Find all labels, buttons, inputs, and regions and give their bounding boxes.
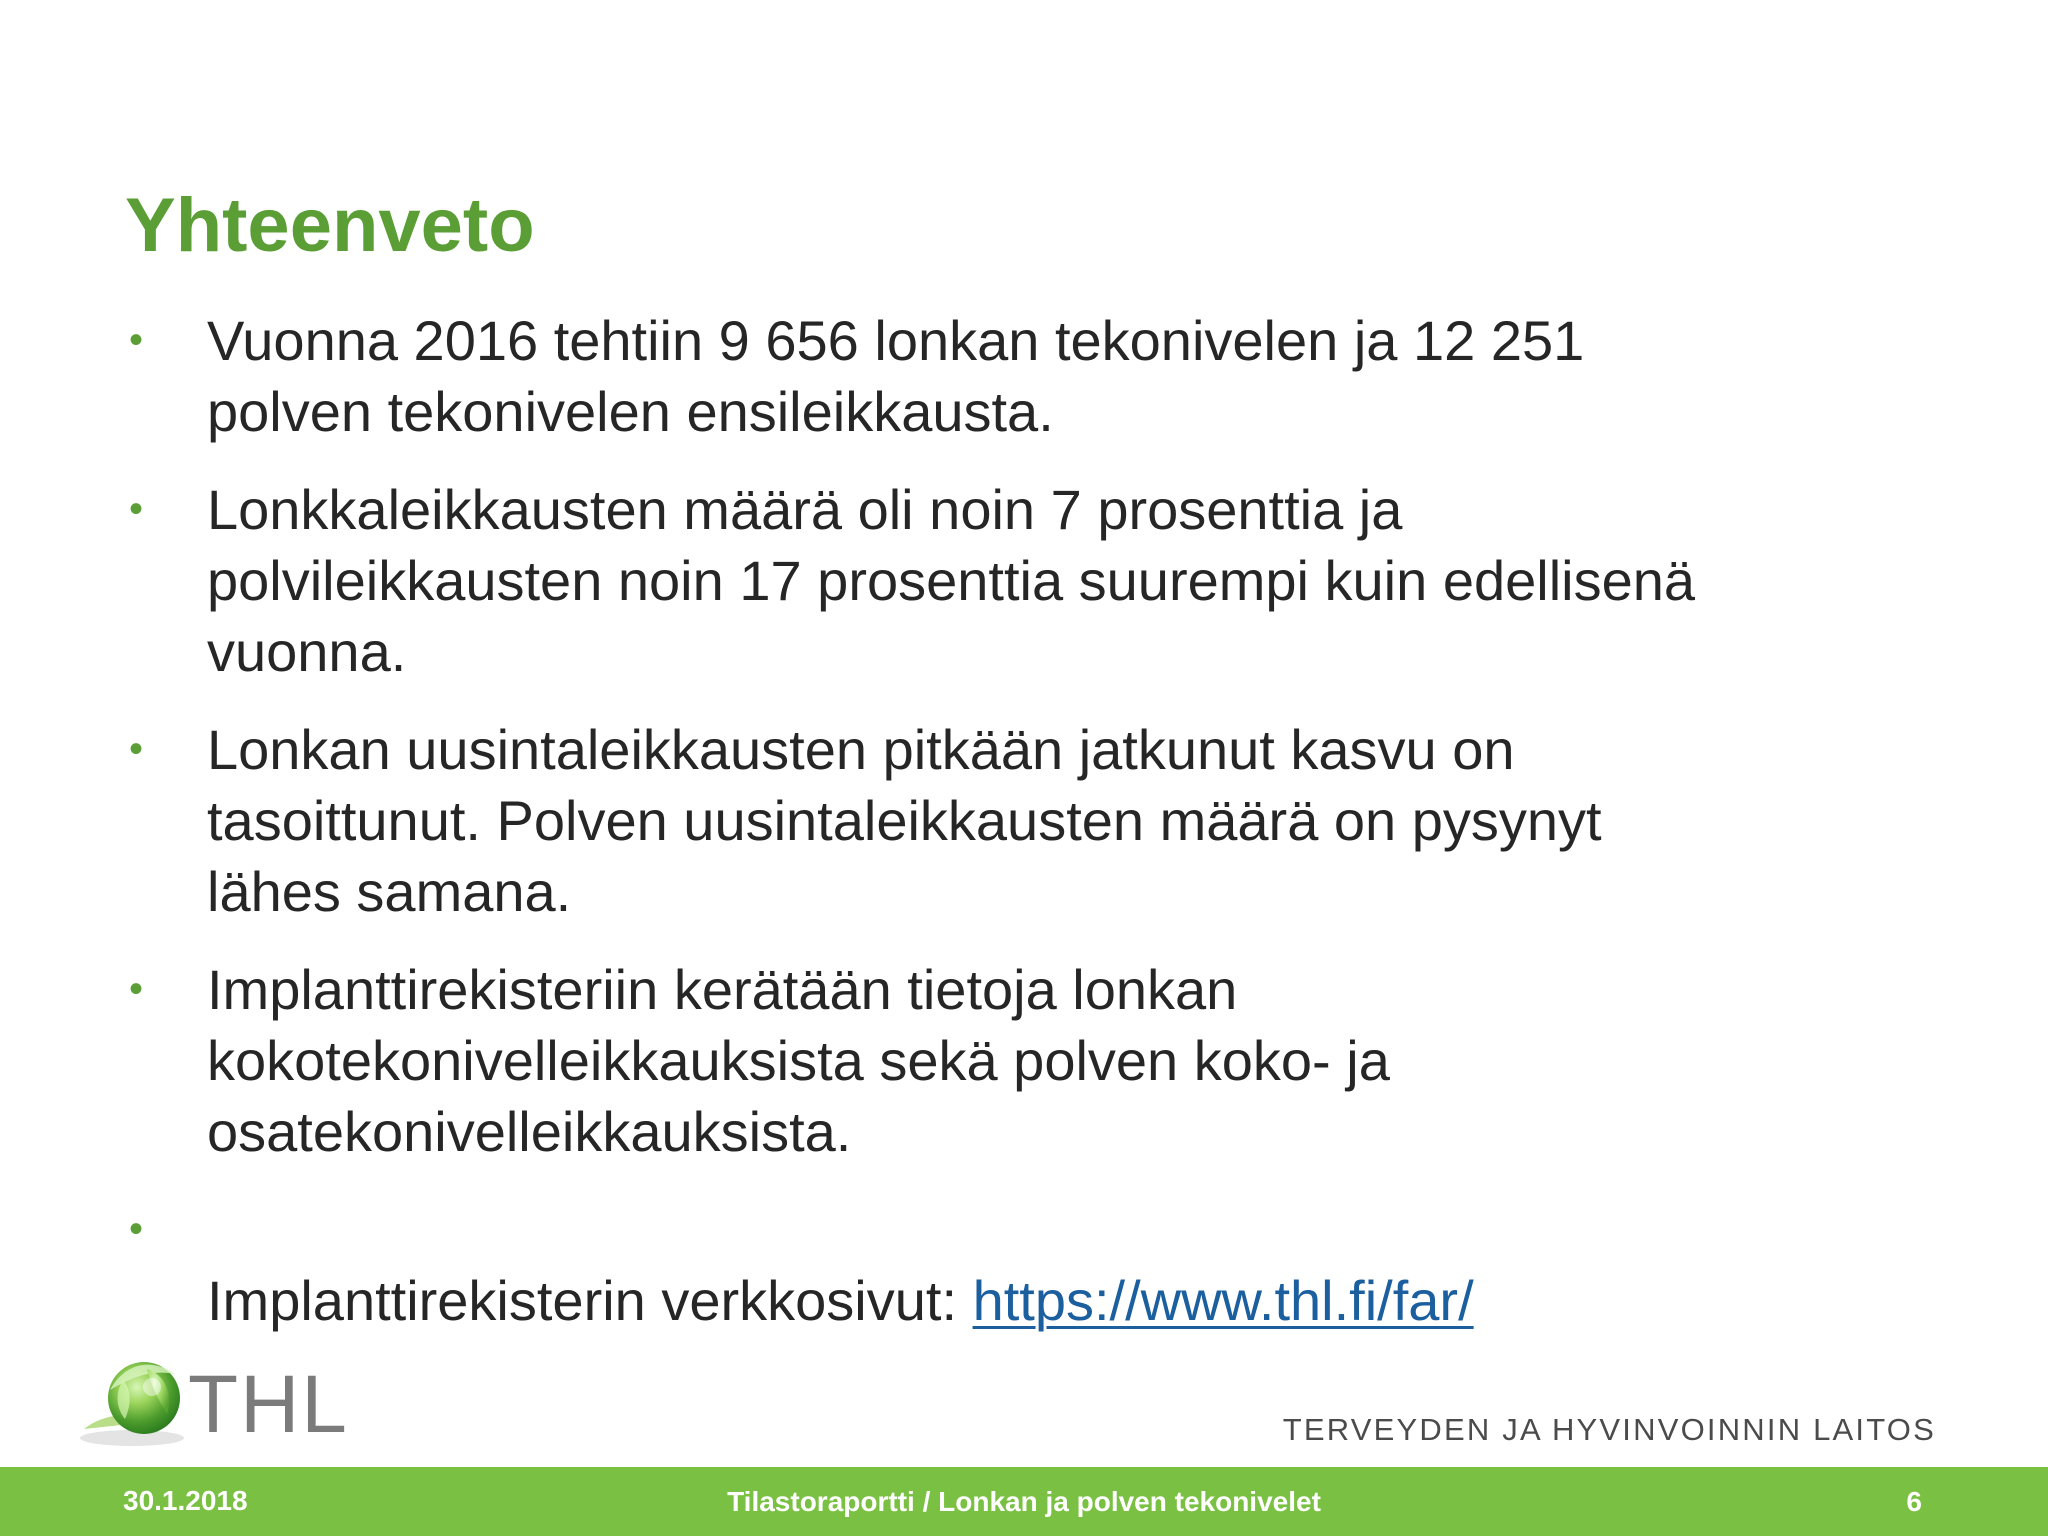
bullet-icon: • — [129, 1207, 144, 1251]
bullet-item — [125, 305, 1925, 447]
bullet-list — [125, 305, 1925, 1363]
organization-name: TERVEYDEN JA HYVINVOINNIN LAITOS — [1282, 1412, 1936, 1447]
bullet-item — [125, 714, 1925, 927]
bullet-text: Lonkkaleikkausten määrä oli noin 7 prosenttia ja polvileikkausten noin 17 prosenttia suurempi kuin edellisenä vuonna. — [207, 478, 1696, 683]
bullet-icon: • — [129, 727, 144, 771]
thl-logo-text: THL — [188, 1359, 349, 1450]
slide-footer — [0, 1467, 2048, 1536]
bullet-item — [125, 954, 1925, 1167]
bullet-icon: • — [129, 318, 144, 362]
page-number: 6 — [1906, 1486, 1922, 1517]
bullet-link-text — [207, 1194, 1925, 1336]
bullet-text: Vuonna 2016 tehtiin 9 656 lonkan tekonivelen ja 12 251 polven tekonivelen ensileikkausta. — [207, 309, 1585, 443]
bullet-item — [125, 474, 1925, 687]
bullet-icon: • — [129, 967, 144, 1011]
bullet-item-link — [125, 1194, 1925, 1336]
bullet-text: Implanttirekisteriin kerätään tietoja lonkan kokotekonivelleikkauksista sekä polven koko- ja osatekonivelleikkauksista. — [207, 958, 1390, 1163]
registry-website-link[interactable]: https://www.thl.fi/far/ — [972, 1269, 1474, 1332]
link-prefix: Implanttirekisterin verkkosivut: — [207, 1269, 973, 1332]
footer-date: 30.1.2018 — [123, 1485, 248, 1516]
footer-report-title: Tilastoraportti / Lonkan ja polven tekonivelet — [727, 1486, 1321, 1517]
bullet-icon: • — [129, 487, 144, 531]
slide-title: Yhteenveto — [125, 183, 535, 268]
bullet-text: Lonkan uusintaleikkausten pitkään jatkunut kasvu on tasoittunut. Polven uusintaleikkausten määrä on pysynyt lähes samana. — [207, 718, 1602, 923]
